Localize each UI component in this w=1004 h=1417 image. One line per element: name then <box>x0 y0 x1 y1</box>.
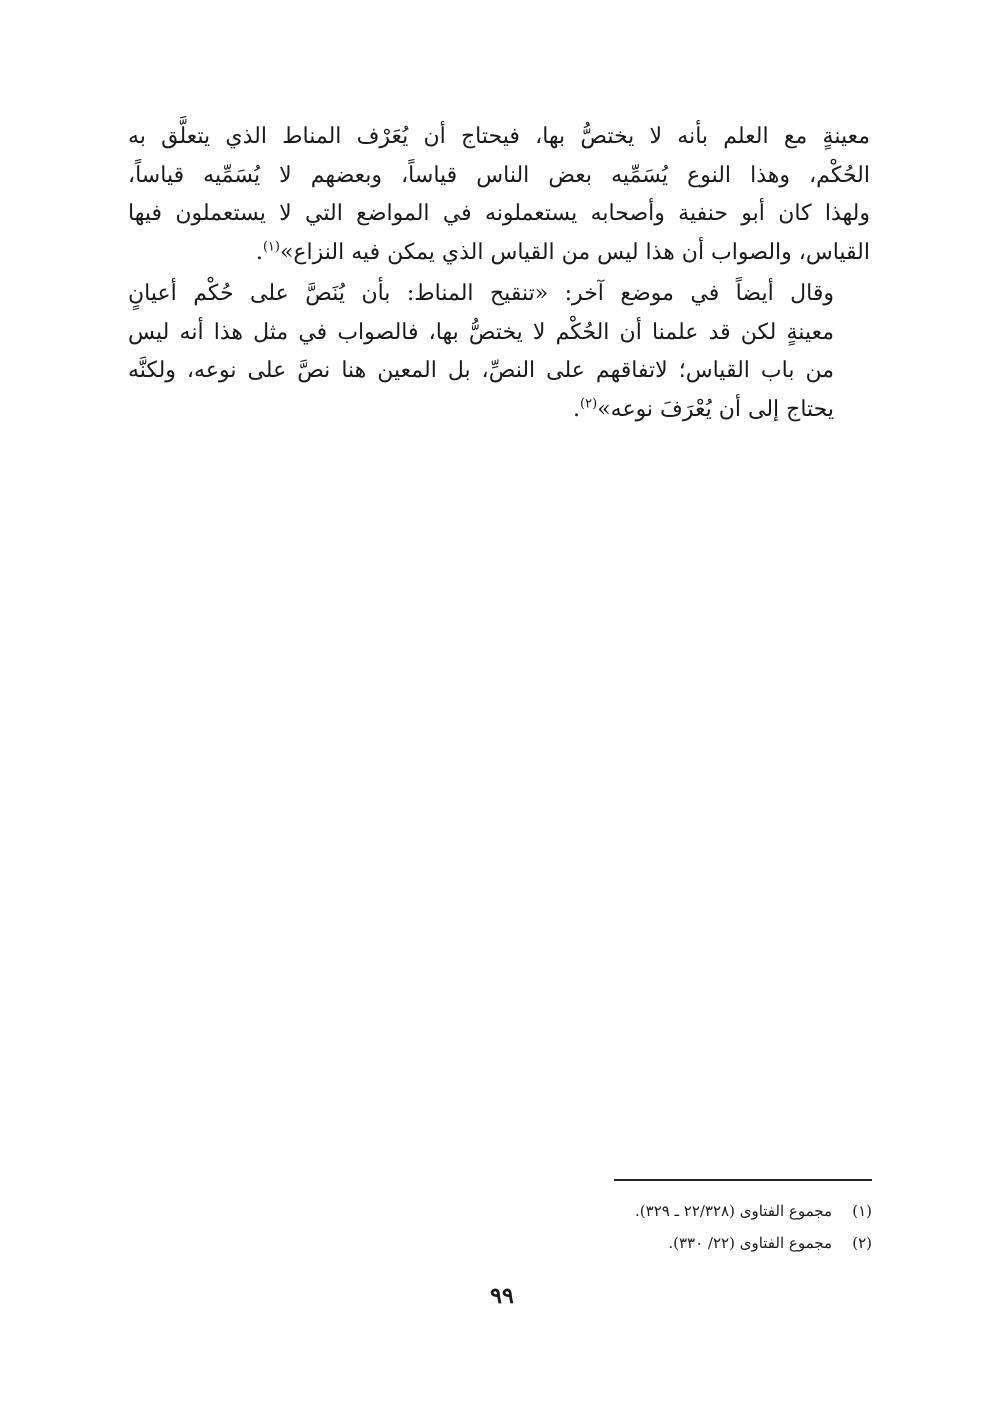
text-line: ولهذا كان أبو حنفية وأصحابه يستعملونه في المواضع التي لا يستعملون فيها <box>128 201 870 226</box>
text-line: وقال أيضاً في موضع آخر: «تنقيح المناط: بأن يُنَصَّ على حُكْم أعيانٍ <box>128 281 834 306</box>
text-line: معينةٍ لكن قد علمنا أن الحُكْم لا يختصُّ بها، فالصواب في مثل هذا أنه ليس <box>128 319 834 345</box>
text-line-content: يحتاج إلى أن يُعْرَفَ نوعه» <box>597 396 834 422</box>
text-line: من باب القياس؛ لاتفاقهم على النصِّ، بل المعين هنا نصَّ على نوعه، ولكنَّه <box>128 358 834 383</box>
line-tail: . <box>255 239 263 265</box>
text-line-last <box>128 234 870 273</box>
text-line-content: القياس، والصواب أن هذا ليس من القياس الذي يمكن فيه النزاع» <box>279 239 870 265</box>
footnote-text: مجموع الفتاوى (٢٢/٣٢٨ ـ ٣٢٩). <box>635 1202 832 1220</box>
main-text <box>128 118 870 429</box>
footnote-number: (٢) <box>852 1234 872 1252</box>
footnote-2 <box>300 1227 872 1259</box>
footnote-ref-2: (٢) <box>580 396 598 412</box>
text-line-last <box>128 391 870 430</box>
footnote-text: مجموع الفتاوى (٢٢/ ٣٣٠). <box>668 1234 832 1252</box>
footnote-number: (١) <box>852 1202 872 1220</box>
paragraph-2 <box>128 275 870 429</box>
text-line: معينةٍ مع العلم بأنه لا يختصُّ بها، فيحتاج أن يُعَرْف المناط الذي يتعلَّق به <box>128 124 870 149</box>
footnote-ref-1: (١) <box>262 239 280 255</box>
paragraph-1 <box>128 118 870 272</box>
footnote-divider <box>614 1179 872 1181</box>
page-number: ٩٩ <box>490 1283 514 1309</box>
text-line: الحُكْم، وهذا النوع يُسَمِّيه بعض الناس قياساً، وبعضهم لا يُسَمِّيه قياساً، <box>128 162 870 188</box>
line-tail: . <box>573 396 581 422</box>
footnotes <box>300 1195 872 1259</box>
footnote-1 <box>300 1195 872 1227</box>
